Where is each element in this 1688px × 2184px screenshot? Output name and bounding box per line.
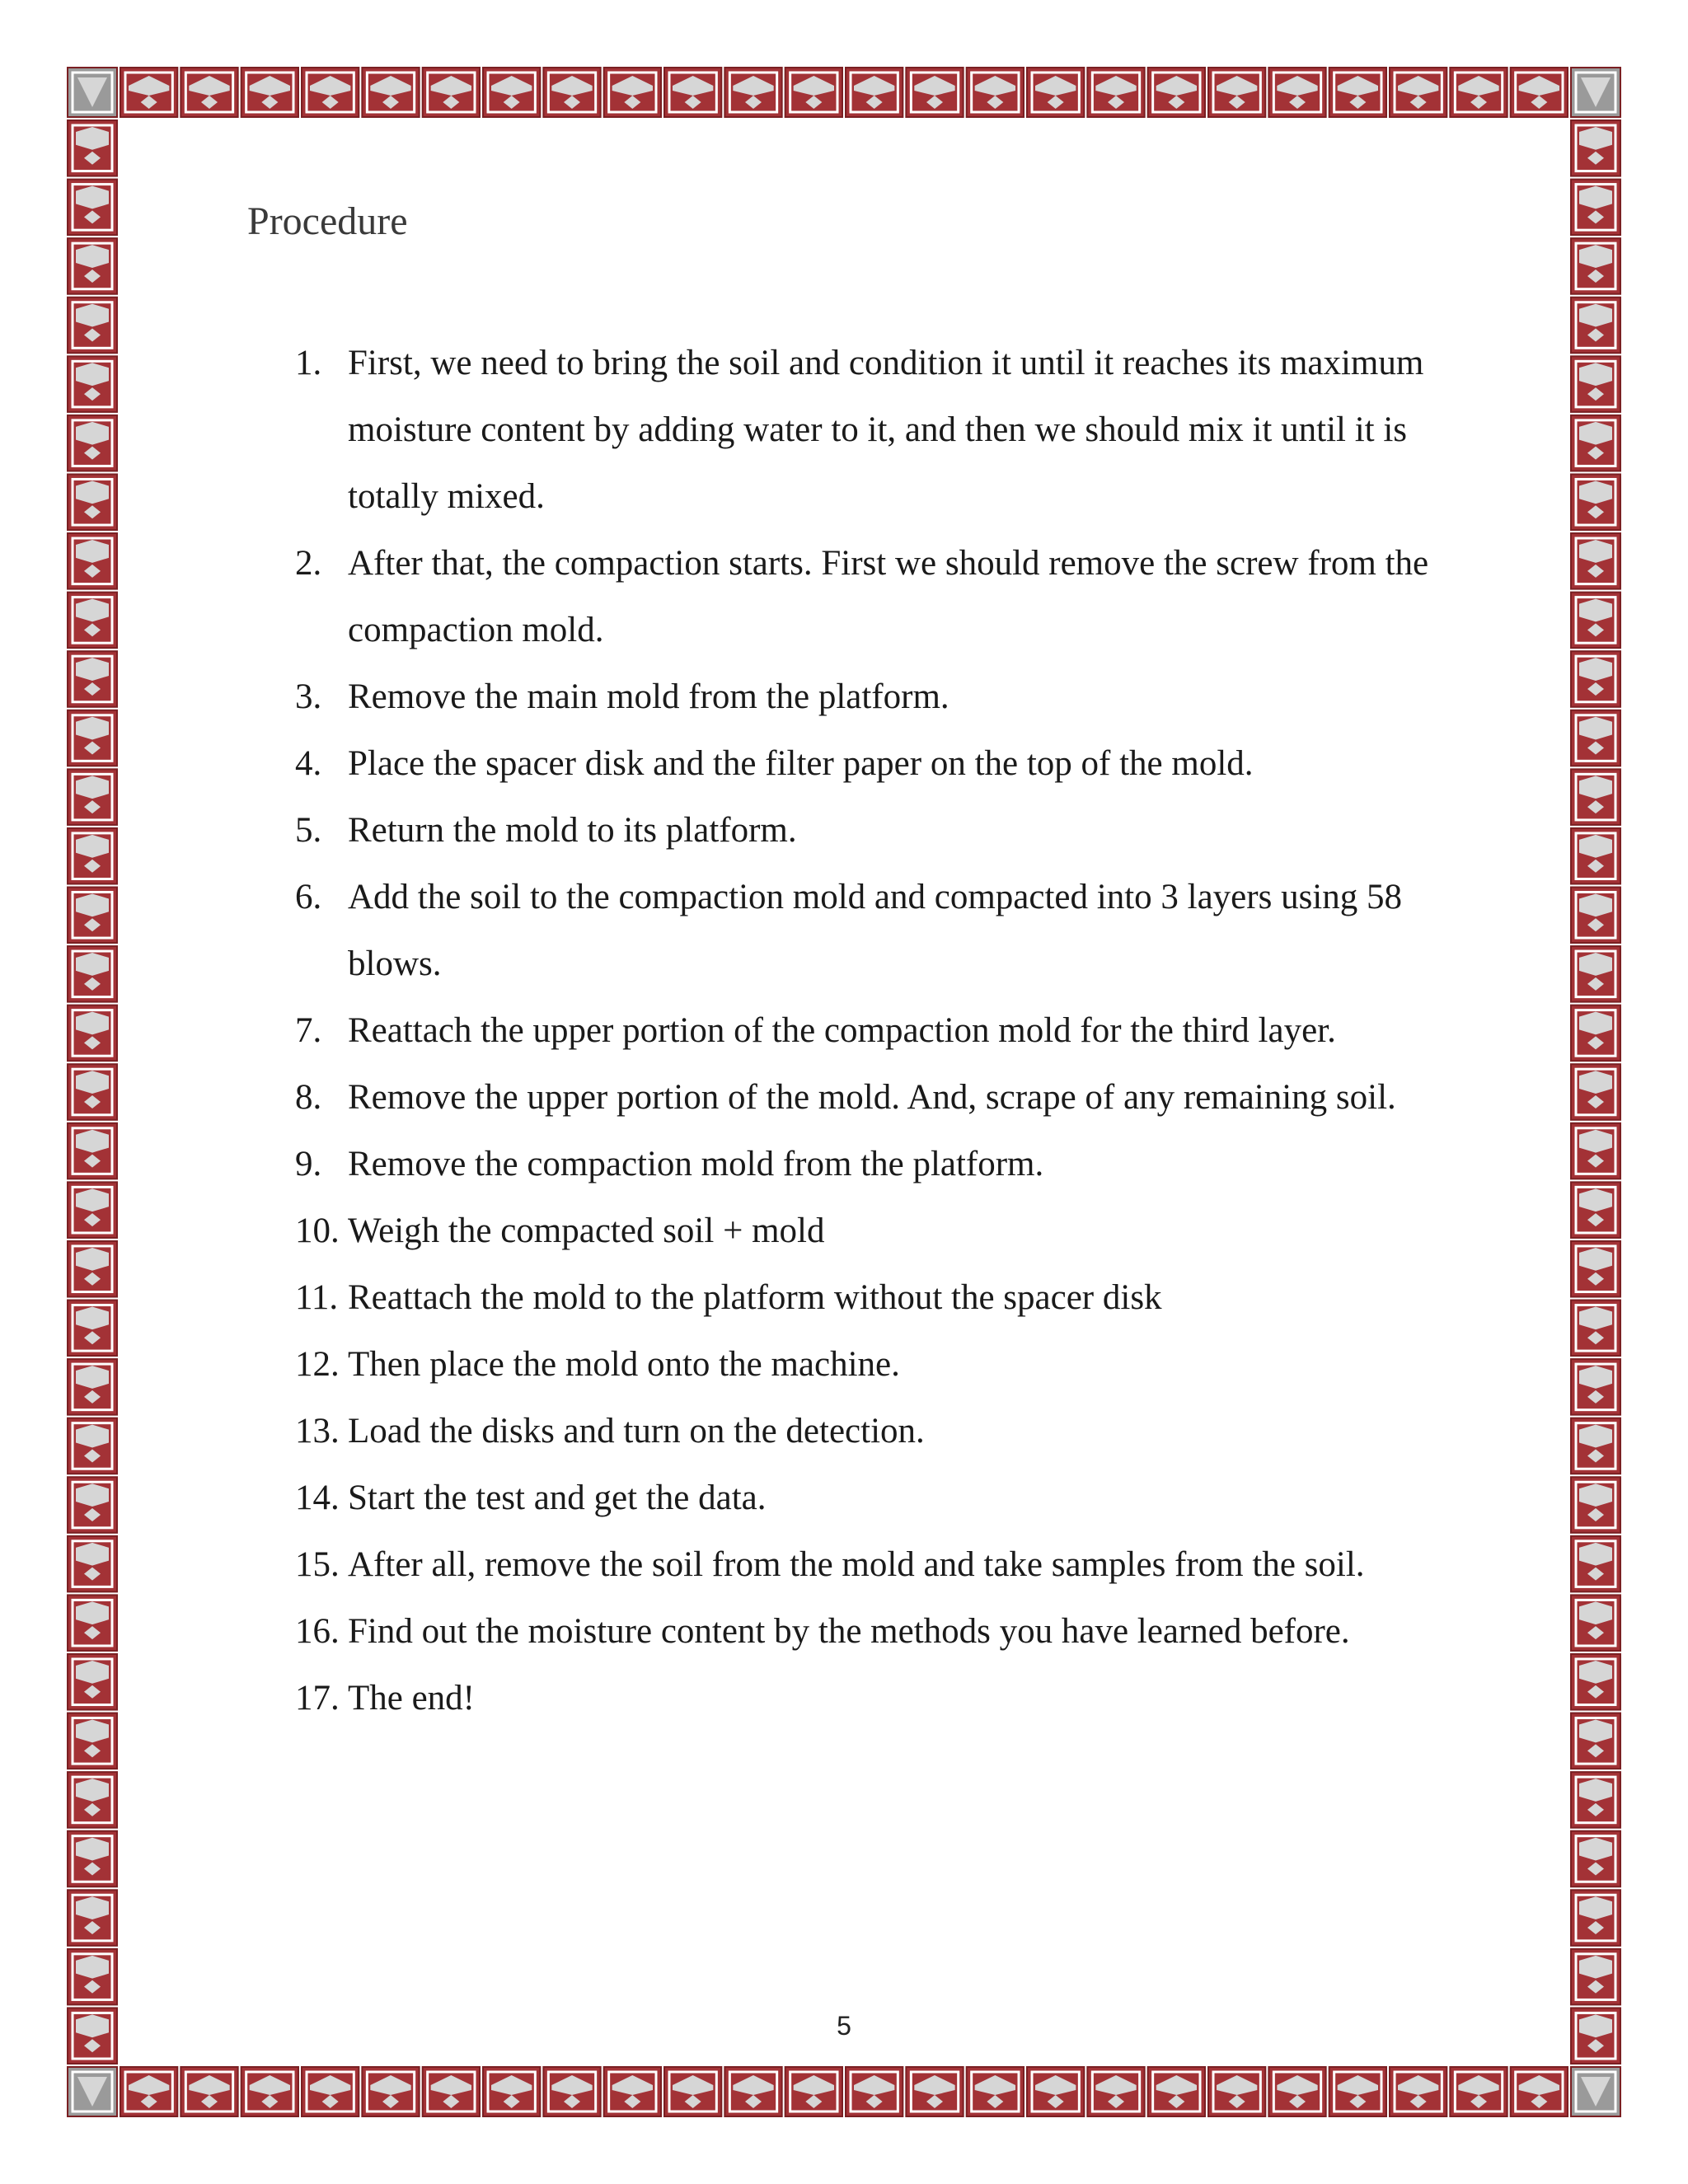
step-text: First, we need to bring the soil and condition it until it reaches its maximum moisture content by adding water to it, and then we should mix it until it is totally mixed. bbox=[348, 344, 1424, 516]
section-heading: Procedure bbox=[247, 199, 408, 243]
page-number: 5 bbox=[837, 2011, 851, 2041]
step-number: 7. bbox=[295, 1011, 322, 1050]
step-item bbox=[295, 1665, 1449, 1732]
step-text: Remove the compaction mold from the platform. bbox=[348, 1145, 1044, 1183]
step-number: 4. bbox=[295, 744, 322, 783]
step-item bbox=[295, 1197, 1449, 1264]
step-item bbox=[295, 730, 1449, 797]
step-item bbox=[295, 1264, 1449, 1331]
step-number: 13. bbox=[295, 1412, 340, 1451]
step-text: Add the soil to the compaction mold and compacted into 3 layers using 58 blows. bbox=[348, 878, 1402, 983]
step-item bbox=[295, 1331, 1449, 1398]
step-text: Reattach the mold to the platform without the spacer disk bbox=[348, 1278, 1162, 1317]
step-text: Load the disks and turn on the detection. bbox=[348, 1412, 925, 1451]
step-text: Remove the upper portion of the mold. And, scrape of any remaining soil. bbox=[348, 1078, 1396, 1117]
step-item bbox=[295, 1398, 1449, 1465]
step-item bbox=[295, 997, 1449, 1064]
step-text: Then place the mold onto the machine. bbox=[348, 1345, 900, 1384]
step-item bbox=[295, 330, 1449, 530]
step-text: Return the mold to its platform. bbox=[348, 811, 797, 850]
step-item bbox=[295, 1531, 1449, 1598]
step-item bbox=[295, 1465, 1449, 1531]
step-text: Start the test and get the data. bbox=[348, 1479, 767, 1517]
step-item bbox=[295, 530, 1449, 663]
step-number: 14. bbox=[295, 1479, 340, 1517]
step-text: After all, remove the soil from the mold and take samples from the soil. bbox=[348, 1545, 1365, 1584]
step-number: 1. bbox=[295, 344, 322, 382]
step-item bbox=[295, 1598, 1449, 1665]
step-number: 16. bbox=[295, 1612, 340, 1651]
step-text: Weigh the compacted soil + mold bbox=[348, 1212, 825, 1250]
step-text: Place the spacer disk and the filter paper on the top of the mold. bbox=[348, 744, 1254, 783]
procedure-step-list bbox=[295, 330, 1449, 1732]
step-item bbox=[295, 797, 1449, 864]
step-number: 12. bbox=[295, 1345, 340, 1384]
step-number: 3. bbox=[295, 677, 322, 716]
step-number: 6. bbox=[295, 878, 322, 916]
step-number: 8. bbox=[295, 1078, 322, 1117]
step-number: 2. bbox=[295, 544, 322, 583]
step-number: 17. bbox=[295, 1679, 340, 1718]
step-item bbox=[295, 1131, 1449, 1197]
step-item bbox=[295, 864, 1449, 997]
step-text: Reattach the upper portion of the compaction mold for the third layer. bbox=[348, 1011, 1336, 1050]
step-number: 9. bbox=[295, 1145, 322, 1183]
step-number: 11. bbox=[295, 1278, 339, 1317]
step-item bbox=[295, 663, 1449, 730]
step-number: 10. bbox=[295, 1212, 340, 1250]
step-text: Remove the main mold from the platform. bbox=[348, 677, 950, 716]
step-text: Find out the moisture content by the methods you have learned before. bbox=[348, 1612, 1350, 1651]
step-text: After that, the compaction starts. First we should remove the screw from the compaction mold. bbox=[348, 544, 1429, 649]
step-number: 5. bbox=[295, 811, 322, 850]
step-text: The end! bbox=[348, 1679, 476, 1718]
step-item bbox=[295, 1064, 1449, 1131]
step-number: 15. bbox=[295, 1545, 340, 1584]
